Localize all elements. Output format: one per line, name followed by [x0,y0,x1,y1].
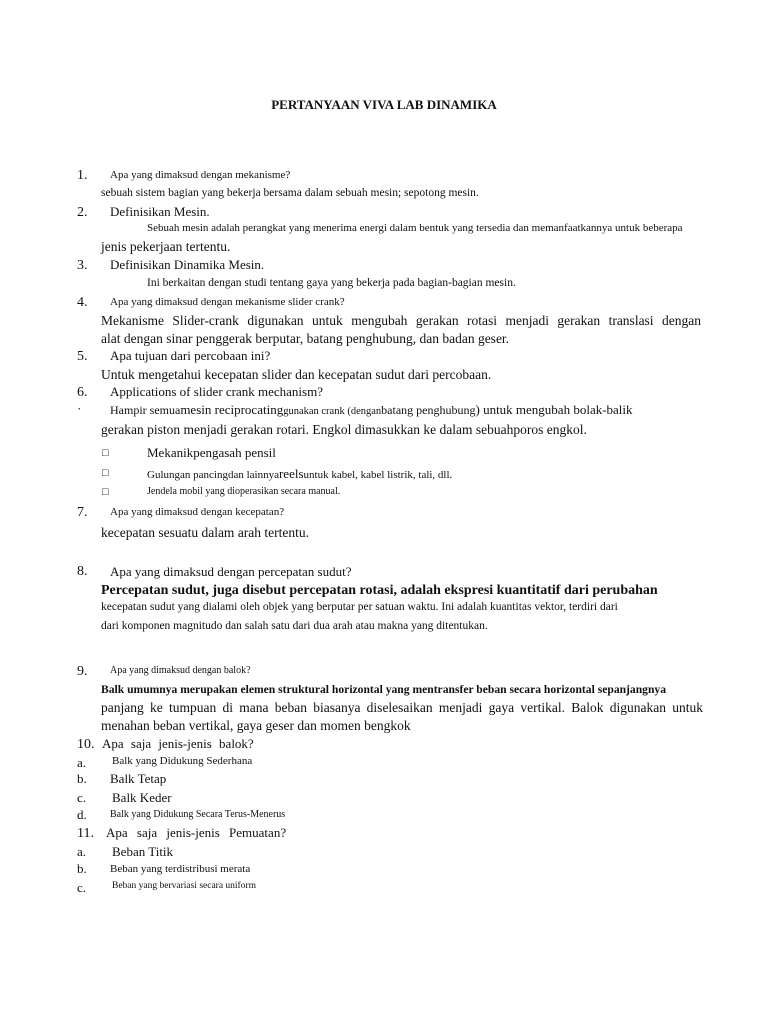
q4-answer-line1: Mekanisme Slider-crank digunakan untuk mengubah gerakan rotasi menjadi gerakan translasi dengan [101,313,701,328]
q3-number: 3. [77,258,88,273]
q3-question: Definisikan Dinamika Mesin. [110,257,265,272]
q7-question: Apa yang dimaksud dengan kecepatan? [110,506,285,518]
q10-item-b: Balk Tetap [110,771,167,786]
q7-answer: kecepatan sesuatu dalam arah tertentu. [101,525,310,540]
q5-answer: Untuk mengetahui kecepatan slider dan kecepatan sudut dari percobaan. [101,367,492,382]
q9-number: 9. [77,664,88,679]
q5-number: 5. [77,349,88,364]
q1-number: 1. [77,168,88,183]
q8-answer-line2: kecepatan sudut yang dialami oleh objek yang berputar per satuan waktu. Ini adalah kuantitas vektor, terdiri dari [101,601,618,613]
bullet-icon: □ [102,447,109,459]
q6-item3: Jendela mobil yang dioperasikan secara manual. [147,486,341,497]
q3-answer: Ini berkaitan dengan studi tentang gaya yang bekerja pada bagian-bagian mesin. [147,277,516,289]
q5-question: Apa tujuan dari percobaan ini? [110,348,271,363]
q6-item2-part-a: Gulungan pancing [147,469,228,481]
q6-answer-line1 [110,403,633,418]
q10-item-a-label: a. [77,755,87,770]
q6-item2-part-c: reels [278,466,304,481]
q9-answer-line1: Balk umumnya merupakan elemen struktural horizontal yang mentransfer beban secara horizontal sepanjangnya [101,683,667,696]
q11-number: 11. [77,826,94,841]
q11-item-c-label: c. [77,880,87,895]
q9-answer-line2: panjang ke tumpuan di mana beban biasanya diselesaikan menjadi gaya vertikal. Balok digunakan untuk [101,700,703,715]
q6-answer-part-e: ) untuk mengubah bolak-balik [475,402,633,417]
q10-question: Apa saja jenis-jenis balok? [102,736,254,751]
q6-answer-part-b: mesin reciprocating [180,402,284,417]
q10-number: 10. [77,737,95,752]
q4-number: 4. [77,295,88,310]
q10-item-d: Balk yang Didukung Secara Terus-Menerus [110,809,286,820]
q6-answer-part-c: gunakan crank (dengan [283,406,382,417]
q1-answer: sebuah sistem bagian yang bekerja bersama dalam sebuah mesin; sepotong mesin. [101,187,479,199]
q2-answer-line1: Sebuah mesin adalah perangkat yang menerima energi dalam bentuk yang tersedia dan memanfaatkannya untuk beberapa [147,222,683,234]
q6-number: 6. [77,385,88,400]
q2-number: 2. [77,205,88,220]
q6-item2-part-b: dan lainnya [227,469,279,481]
q9-answer-line3: menahan beban vertikal, gaya geser dan momen bengkok [101,718,411,733]
q2-answer-line2: jenis pekerjaan tertentu. [101,239,231,254]
q6-answer-line2: gerakan piston menjadi gerakan rotari. Engkol dimasukkan ke dalam sebuahporos engkol. [101,422,587,437]
q7-number: 7. [77,505,88,520]
q11-item-b-label: b. [77,861,87,876]
q8-number: 8. [77,564,88,579]
q11-item-a-label: a. [77,844,87,859]
q6-question: Applications of slider crank mechanism? [110,384,323,399]
q8-answer-line1: Percepatan sudut, juga disebut percepatan rotasi, adalah ekspresi kuantitatif dari perubahan [101,583,658,598]
q10-item-c: Balk Keder [112,790,172,805]
q10-item-c-label: c. [77,790,87,805]
q6-item2 [147,467,452,482]
q11-item-c: Beban yang bervariasi secara uniform [112,881,257,891]
q11-item-b: Beban yang terdistribusi merata [110,863,251,875]
q2-question: Definisikan Mesin. [110,204,210,219]
bullet-icon: □ [102,486,109,498]
q6-item1: Mekanikpengasah pensil [147,445,276,460]
q6-dot: · [77,401,82,416]
q8-answer-line3: dari komponen magnitudo dan salah satu dari dua arah atau makna yang ditentukan. [101,620,488,632]
q11-item-a: Beban Titik [112,844,174,859]
page-title: PERTANYAAN VIVA LAB DINAMIKA [271,97,497,112]
q6-item2-part-d: untuk kabel, kabel listrik, tali, dll. [303,469,453,481]
q6-answer-part-d: batang penghubung [381,403,476,417]
q11-question: Apa saja jenis-jenis Pemuatan? [106,825,287,840]
bullet-icon: □ [102,467,109,479]
q6-answer-part-a: Hampir semua [110,403,181,417]
q4-answer-line2: alat dengan sinar penggerak berputar, batang penghubung, dan badan geser. [101,331,510,346]
q4-question: Apa yang dimaksud dengan mekanisme slider crank? [110,296,345,308]
q8-question: Apa yang dimaksud dengan percepatan sudut? [110,564,352,579]
q9-question: Apa yang dimaksud dengan balok? [110,665,251,676]
q10-item-d-label: d. [77,807,87,822]
q10-item-a: Balk yang Didukung Sederhana [112,755,253,767]
q1-question: Apa yang dimaksud dengan mekanisme? [110,169,291,181]
q10-item-b-label: b. [77,771,87,786]
